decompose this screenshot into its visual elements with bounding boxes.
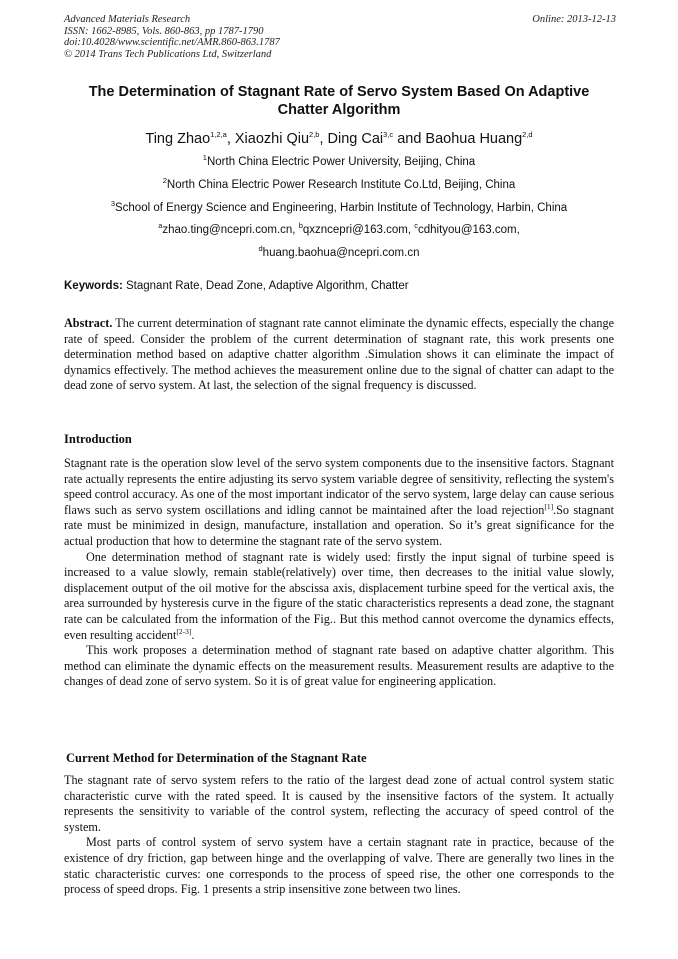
abstract	[64, 316, 614, 394]
affiliation-mark: 1	[202, 153, 207, 163]
author-name: Xiaozhi Qiu	[234, 131, 310, 147]
author-name: Ting Zhao	[145, 131, 211, 147]
author-affiliation-mark: 2,b	[309, 130, 320, 140]
email-address[interactable]: huang.baohua@ncepri.com.cn	[262, 247, 420, 259]
title-line-1: The Determination of Stagnant Rate of Servo System Based On Adaptive	[88, 84, 590, 100]
author-list	[40, 130, 638, 148]
author-name: Ding Cai	[327, 131, 384, 147]
email-mark: b	[298, 221, 303, 231]
abstract-label: Abstract.	[64, 316, 113, 330]
affiliation-text: North China Electric Power University, Beijing, China	[206, 156, 476, 168]
keywords-label: Keywords:	[64, 280, 123, 292]
abstract-text: The current determination of stagnant rate cannot eliminate the dynamic effects, especially the change rate of speed. Consider the problem of the current determination of stagnant rate, this work presents one determination method based on adaptive chatter algorithm .Simulation shows it can eliminate the impact of dynamics effectively. The method achieves the measurement online due to the signal of chatter can adapt to the dead zone of servo system. At last, the selection of the signal frequency is discussed.	[64, 316, 614, 393]
introduction-body	[64, 456, 614, 690]
journal-header	[64, 14, 616, 60]
email-mark: c	[414, 221, 418, 231]
email-line-1	[40, 223, 638, 237]
author-affiliation-mark: 3,c	[383, 130, 394, 140]
paragraph	[64, 550, 614, 644]
keywords	[64, 279, 616, 293]
citation: [1]	[544, 501, 554, 511]
paragraph	[64, 456, 614, 550]
email-address[interactable]: qxzncepri@163.com,	[302, 224, 415, 236]
affiliation-mark: 3	[110, 199, 115, 209]
email-address[interactable]: cdhityou@163.com,	[418, 224, 520, 236]
paragraph-text: .	[191, 627, 195, 642]
affiliation-3	[40, 201, 638, 215]
affiliation-2	[40, 178, 638, 192]
current-method-heading: Current Method for Determination of the Stagnant Rate	[66, 751, 367, 765]
doi-line: doi:10.4028/www.scientific.net/AMR.860-863.1787	[64, 37, 280, 48]
author-separator: ,	[226, 131, 235, 147]
paper-title	[50, 83, 628, 119]
author-affiliation-mark: 2,d	[522, 130, 533, 140]
paragraph-text: One determination method of stagnant rate is widely used: firstly the input signal of turbine speed is increased to a value slowly, remain stable(relatively) over time, then decreases to the initial value slowly, displacement output of the oil motive for the abscissa axis, displacement turbine speed for the vertical axis, the area surrounded by hysteresis curve in the figure of the static characteristics represents a dead zone, the stagnant rate can be calculated from the information of the Fig.. But this method cannot overcome the dynamics effects, even resulting accident	[64, 549, 614, 642]
author-affiliation-mark: 1,2,a	[210, 130, 227, 140]
journal-name: Advanced Materials Research	[64, 14, 191, 25]
affiliation-mark: 2	[162, 176, 167, 186]
online-date: Online: 2013-12-13	[532, 14, 616, 25]
author-name: Baohua Huang	[425, 131, 523, 147]
paragraph: This work proposes a determination method of stagnant rate based on adaptive chatter algorithm. This method can eliminate the dynamic effects on the measurement results. Measurement results are adaptive to the changes of dead zone of servo system. So it is of great value for engineering application.	[64, 643, 614, 689]
paragraph-text: .So stagnant rate must be minimized in design, manufacture, installation and operation. So it’s great significance for the actual production that how to determine the stagnant rate of the servo system.	[64, 502, 614, 548]
introduction-heading: Introduction	[64, 432, 132, 446]
email-mark: a	[158, 221, 163, 231]
current-method-body	[64, 773, 614, 898]
issn-line: ISSN: 1662-8985, Vols. 860-863, pp 1787-1790	[64, 25, 264, 37]
title-line-2: Chatter Algorithm	[277, 102, 401, 118]
copyright-line: © 2014 Trans Tech Publications Ltd, Switzerland	[64, 48, 272, 60]
email-address[interactable]: zhao.ting@ncepri.com.cn,	[162, 224, 299, 236]
affiliation-1	[40, 155, 638, 169]
author-separator: ,	[319, 131, 328, 147]
citation: [2-3]	[176, 626, 192, 636]
paragraph-text: Stagnant rate is the operation slow level of the servo system components due to the insensitive factors. Stagnant rate actually represents the entire adjusting its servo system variable degree of sensitivity, reflecting the system's speed control accuracy. As one of the most important indicator of the servo system, large delay can cause serious flaws such as servo system oscillations and idling cannot be maintained after the load rejection	[64, 456, 614, 517]
paragraph: Most parts of control system of servo system have a certain stagnant rate in practice, because of the existence of dry friction, gap between hinge and the overlapping of valve. There are generally two lines in the static characteristic curves: one corresponds to the process of speed rise, the other one corresponds to the process of speed drops. Fig. 1 presents a strip insensitive zone between two lines.	[64, 835, 614, 897]
email-line-2	[40, 246, 638, 260]
author-separator: and	[393, 131, 426, 147]
paragraph: The stagnant rate of servo system refers to the ratio of the largest dead zone of actual control system static characteristic curve with the rated speed. It is caused by the insensitive factors of the system. It actually represents the sensitivity to variable of the control system, reflecting the accuracy of speed control of the system.	[64, 773, 614, 834]
keywords-text: Stagnant Rate, Dead Zone, Adaptive Algorithm, Chatter	[122, 280, 409, 292]
email-mark: d	[258, 244, 263, 254]
affiliation-text: School of Energy Science and Engineering, Harbin Institute of Technology, Harbin, China	[114, 202, 568, 214]
affiliation-text: North China Electric Power Research Institute Co.Ltd, Beijing, China	[166, 179, 516, 191]
